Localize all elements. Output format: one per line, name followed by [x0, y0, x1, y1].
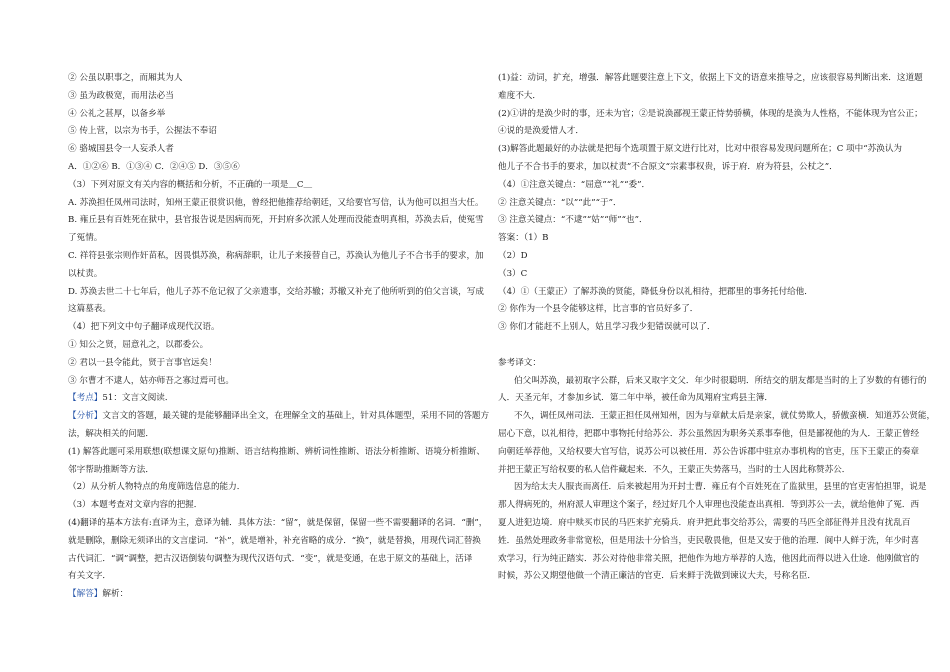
right-column-line: ③ 你们才能赶不上别人，姑且学习我少犯错误就可以了．: [498, 322, 716, 333]
left-column-line: 以杖责。: [68, 268, 103, 279]
right-column-line: 向朝廷举荐他，又给权要大官写信，说苏公可以被任用．苏公告诉郡中驻京办事机构的官吏，压下王蒙正的奏章: [498, 446, 920, 457]
left-column-line: （3）本题考查对文章内容的把握．: [68, 500, 203, 511]
left-column-line: ④ 公礼之甚厚，以备乡举: [68, 108, 166, 119]
right-column-line: ② 你作为一个县令能够这样，比言事的官员好多了．: [498, 304, 699, 315]
left-column-line: 【分析】文言文的答题，最关键的是能够翻译出全文，在理解全文的基础上，针对具体题型，采用不同的答题方: [68, 411, 490, 422]
left-column: [68, 70, 490, 604]
right-column-line: ③ 注意关键点：“不逮”“姑”“师”“也”．: [498, 215, 648, 226]
right-column-line: 那人得病死的，州府派人审理这个案子，经过好几个人审理也没能查出真相．等到苏公一去，就给他伸了冤．西: [498, 500, 920, 511]
right-column-line: 并把王蒙正写给权要的私人信件藏起来．不久，王蒙正失势落马，当时的士人因此称赞苏公．: [498, 464, 851, 475]
left-column-line: ⑥ 骆城国县令一人妄杀人者: [68, 144, 174, 155]
left-column-line: ③ 尔曹才不逮人，姑亦师吾之寡过焉可也。: [68, 375, 235, 386]
left-column-line: （4）把下列文中句子翻译成现代汉语。: [68, 322, 220, 333]
right-column-line: ④说的是涣爱惜人才．: [498, 126, 584, 137]
left-column-line: ③ 虽为政极宽，而用法必当: [68, 90, 174, 101]
right-column-line: 他儿子不合书手的要求，加以杖责”不合原文“宗素事权贵，诉于府．府为符县，公杖之”．: [498, 161, 838, 172]
right-column-line: （4）①（王蒙正）了解苏涣的贤能，降低身份以礼相待，把郡里的事务托付给他．: [498, 286, 813, 297]
left-column-line: ① 知公之贤，屈意礼之，以郡委公。: [68, 339, 209, 350]
left-column-line: ② 君以一县令能此，贤于言事官远矣！: [68, 357, 217, 368]
right-column-line: ② 注意关键点：“以”“此”“于”．: [498, 197, 622, 208]
right-column-line: (1)益：动词，扩充，增强．解答此题要注意上下文，依据上下文的语意来推导之，应该很容易判断出来．这道题: [498, 73, 923, 83]
left-column-line: （2）从分析人物特点的角度筛选信息的能力．: [68, 482, 246, 493]
right-column-line: 不久，调任凤州司法．王蒙正担任凤州知州，因为与章献太后是亲家，就仗势欺人，骄傲蛮横．知道苏公贤能，: [514, 411, 936, 422]
left-column-line: (4)翻译的基本方法有:直译为主，意译为辅．具体方法：“留”，就是保留，保留一些不需要翻译的名词．“删”，: [68, 517, 488, 528]
right-column-line: 人．天圣元年，才参加乡试．第二年中举，被任命为凤翔府宝鸡县主簿．: [498, 393, 774, 404]
left-column-line: 这篇墓表。: [68, 304, 111, 315]
left-column-line: 古代词汇．“调”调整，把古汉语倒装句调整为现代汉语句式．“变”，就是变通，在忠于原文的基础上，活译: [68, 553, 473, 564]
left-column-line: D. 苏涣去世二十七年后，他儿子苏不危记叙了父亲遗事，交给苏辙；苏辙又补充了他所听到的伯父言谈，写成: [68, 286, 484, 297]
right-column-line: （4）①注意关键点：“屈意”“礼”“委”．: [498, 179, 651, 190]
left-column-line: 有关文字．: [68, 571, 111, 582]
right-column-line: 夏人进犯边境．府中赎买市民的马匹来扩充骑兵．府尹把此事交给苏公，需要的马匹全部征得并且没有扰乱百: [498, 517, 911, 528]
right-column-line: 伯父叫苏涣，最初取字公群，后来又取字文父．年少时很聪明．所结交的朋友都是当时的上了岁数的有德行的: [514, 375, 927, 386]
right-column-line: （3）C: [498, 268, 528, 279]
right-column-line: 屈心下意，以礼相待，把郡中事物托付给苏公．苏公虽然因为职务关系事奉他，但是鄙视他的为人．王蒙正曾经: [498, 428, 920, 439]
right-column-line: 姓．虽然处理政务非常宽松，但是用法十分恰当，吏民敬畏他，但是又安于他的治理．阆中人鲜于洗，年少时喜: [498, 535, 920, 546]
right-column-line: (3)解答此题最好的办法就是把每个选项置于原文进行比对，比对中很容易发现问题所在；C 项中“苏涣认为: [498, 144, 903, 155]
right-column: [498, 70, 936, 586]
left-column-line: （3）下列对原文有关内容的概括和分析，不正确的一项是＿C＿: [68, 179, 313, 190]
left-column-line: (1) 解答此题可采用联想(联想课文原句)推断、语言结构推断、辨析词性推断、语法分析推断、语境分析推断、: [68, 446, 485, 457]
right-column-line: (2)①讲的是涣少时的事，还未为官；②是说涣鄙视王蒙正恃势骄横，体现的是涣为人性格，不能体现为官公正；: [498, 108, 923, 119]
right-column-line: 因为给太夫人服丧而离任．后来被起用为开封士曹．雍丘有个百姓死在了监狱里，县里的官吏害怕担罪，说是: [514, 482, 927, 493]
right-column-line: 难度不大．: [498, 90, 541, 101]
left-column-line: A. 苏涣担任凤州司法时，知州王蒙正很赏识他，曾经把他推荐给朝廷，又给要官写信，认为他可以担当大任。: [68, 197, 484, 208]
left-column-line: 【解答】解析：: [68, 589, 129, 600]
left-column-line: C. 祥符县张宗则作奸苗私，因畏惧苏涣，称病辞职，让儿子来接替自己，苏涣认为他儿子不合书手的要求，加: [68, 250, 484, 261]
right-column-line: （2）D: [498, 250, 528, 261]
right-column-line: 答案：（1）B: [498, 233, 549, 244]
left-column-line: B. 雍丘县有百姓死在狱中，县官报告说是因病而死，开封府多次派人处理而没能查明真相，苏涣去后，使冤雪: [68, 215, 484, 226]
left-column-line: ⑤ 传上营，以宗为书手，公握法不奉诏: [68, 126, 217, 137]
left-column-line: 法，解决相关的问题．: [68, 428, 154, 439]
left-column-line: ② 公虽以职事之，而厢其为人: [68, 73, 183, 83]
left-column-line: 邻字帮助推断等方法．: [68, 464, 154, 475]
left-column-line: A．①②⑥ B．①③④ C．②④⑤ D．③⑤⑥: [68, 161, 240, 172]
right-column-line: 参考译文：: [498, 357, 541, 368]
left-column-line: 就是删除，删除无须译出的文言虚词．“补”，就是增补，补充省略的成分．“换”，就是替换，用现代词汇替换: [68, 535, 481, 546]
left-column-line: 了冤情。: [68, 233, 103, 244]
right-column-line: 时候，苏公又期望他做一个清正廉洁的官吏．后来鲜于洗做到谏议大夫，号称名臣．: [498, 571, 816, 582]
left-column-line: 【考点】51：文言文阅读．: [68, 393, 174, 404]
right-column-line: [498, 337, 888, 355]
right-column-line: 欢学习，行为纯正踏实．苏公对待他非常关照，把他作为地方举荐的人选，他因此而得以进入仕途．他刚做官的: [498, 553, 920, 564]
